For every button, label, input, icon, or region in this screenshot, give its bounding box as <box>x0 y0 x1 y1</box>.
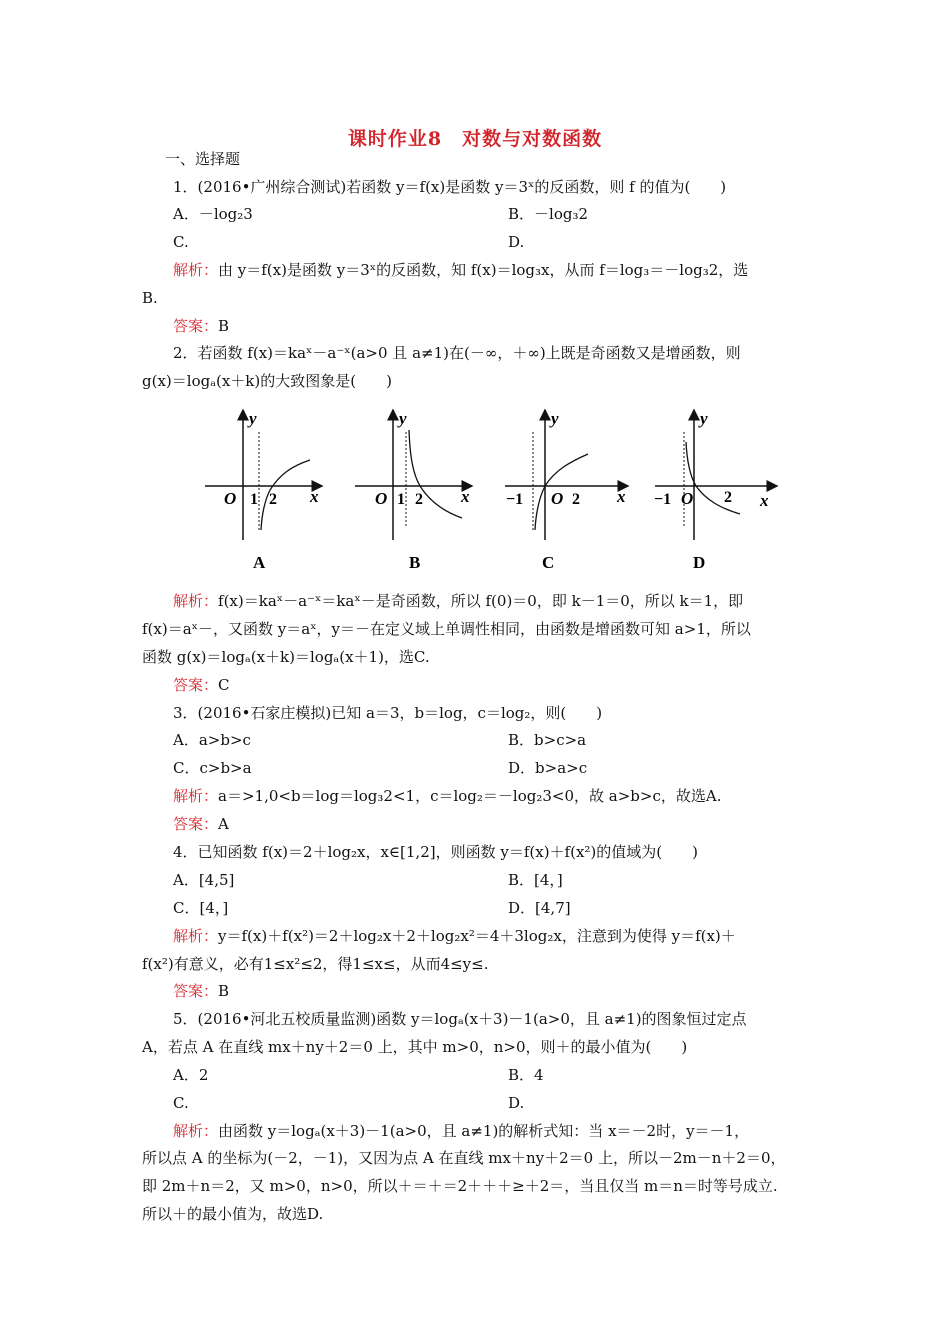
question-2-stem-cont: g(x)＝logₐ(x＋k)的大致图象是( ) <box>142 372 392 390</box>
graph-a-tick-1: 1 <box>250 491 258 508</box>
graph-b-tick-2: 2 <box>415 491 423 508</box>
graph-a-x-label: x <box>310 487 319 506</box>
graph-label-a: A <box>253 553 266 572</box>
graph-b-y-label: y <box>399 409 407 428</box>
question-4-option-b: B．[4，] <box>508 871 563 889</box>
question-5-option-d: D. <box>508 1094 525 1112</box>
analysis-label: 解析： <box>173 261 219 279</box>
analysis-text: 由函数 y＝logₐ(x＋3)－1(a>0，且 a≠1)的解析式知：当 x＝－2时，y＝－1， <box>218 1122 750 1140</box>
graph-a <box>205 409 322 572</box>
graph-c-tick-2: 2 <box>572 491 580 508</box>
graph-a-tick-2: 2 <box>269 491 277 508</box>
question-4-analysis-cont: f(x²)有意义，必有1≤x²≤2，得1≤x≤，从而4≤y≤. <box>142 955 489 973</box>
analysis-text: f(x)＝kaˣ－a⁻ˣ＝kaˣ－是奇函数，所以 f(0)＝0，即 k－1＝0，所以 k＝1，即 <box>218 592 744 610</box>
question-5-stem: 5．(2016•河北五校质量监测)函数 y＝logₐ(x＋3)－1(a>0，且 a≠1)的图象恒过定点 <box>173 1010 747 1028</box>
graph-d-tick-m1: −1 <box>654 491 672 508</box>
question-3-option-a: A．a>b>c <box>173 731 251 749</box>
graph-b-origin: O <box>375 489 388 508</box>
graph-c-origin: O <box>551 489 564 508</box>
question-1-option-c: C. <box>173 233 189 251</box>
graph-b-x-label: x <box>461 487 470 506</box>
answer-value: B <box>218 317 230 335</box>
question-3-analysis <box>173 785 843 807</box>
graph-d-y-label: y <box>700 409 708 428</box>
answer-value: A <box>218 815 229 833</box>
analysis-label: 解析： <box>173 592 219 610</box>
graph-label-d: D <box>693 553 706 572</box>
page-title: 课时作业8 对数与对数函数 <box>347 128 603 150</box>
question-1-option-b: B．－log₃2 <box>508 205 589 223</box>
question-5-analysis-cont-1: 所以点 A 的坐标为(－2，－1)，又因为点 A 在直线 mx＋ny＋2＝0 上，所以－2m－n＋2＝0， <box>142 1149 786 1167</box>
question-4-option-c: C．[4，] <box>173 899 229 917</box>
graph-d <box>654 409 777 572</box>
answer-value: C <box>218 676 230 694</box>
question-2-graphs <box>200 402 790 577</box>
graph-b-tick-1: 1 <box>397 491 405 508</box>
question-1-option-a: A．－log₂3 <box>173 205 253 223</box>
graph-b <box>355 409 472 572</box>
question-5-option-b: B．4 <box>508 1066 544 1084</box>
question-4-answer <box>173 980 843 1002</box>
analysis-text: y＝f(x)＋f(x²)＝2＋log₂x＋2＋log₂x²＝4＋3log₂x，注意到为使得 y＝f(x)＋ <box>218 927 736 945</box>
answer-label: 答案： <box>173 982 219 1000</box>
graph-d-tick-2: 2 <box>724 489 732 506</box>
question-3-stem: 3．(2016•石家庄模拟)已知 a＝3，b＝log，c＝log₂，则( ) <box>173 704 603 722</box>
question-4-stem: 4．已知函数 f(x)＝2＋log₂x，x∈[1,2]，则函数 y＝f(x)＋f(x²)的值域为( ) <box>173 843 698 861</box>
question-4-option-d: D．[4,7] <box>508 899 571 917</box>
analysis-text: a＝>1,0<b＝log＝log₃2<1，c＝log₂＝－log₂3<0，故 a>b>c，故选A. <box>218 787 722 805</box>
question-2-answer <box>173 674 843 696</box>
graph-c-y-label: y <box>551 409 559 428</box>
graph-c-tick-m1: −1 <box>506 491 524 508</box>
question-1-option-d: D. <box>508 233 525 251</box>
graph-c <box>505 409 628 572</box>
question-2-stem: 2．若函数 f(x)＝kaˣ－a⁻ˣ(a>0 且 a≠1)在(－∞，＋∞)上既是奇函数又是增函数，则 <box>173 344 741 362</box>
answer-label: 答案： <box>173 676 219 694</box>
question-5-analysis-cont-2: 即 2m＋n＝2，又 m>0，n>0，所以＋＝＋＝2＋＋＋≥＋2＝，当且仅当 m＝n＝时等号成立. <box>142 1177 778 1195</box>
question-5-option-a: A．2 <box>173 1066 209 1084</box>
question-3-option-c: C．c>b>a <box>173 759 252 777</box>
graph-c-x-label: x <box>617 487 626 506</box>
answer-label: 答案： <box>173 317 219 335</box>
question-1-answer <box>173 315 843 337</box>
analysis-label: 解析： <box>173 927 219 945</box>
question-2-analysis-cont-1: f(x)＝aˣ－，又函数 y＝aˣ，y＝－在定义域上单调性相同，由函数是增函数可知 a>1，所以 <box>142 620 751 638</box>
analysis-label: 解析： <box>173 1122 219 1140</box>
question-1-analysis <box>173 259 843 281</box>
question-3-option-b: B．b>c>a <box>508 731 587 749</box>
question-3-option-d: D．b>a>c <box>508 759 588 777</box>
section-heading: 一、选择题 <box>165 150 241 168</box>
graph-d-origin: O <box>681 489 694 508</box>
question-1-analysis-cont: B. <box>142 289 158 307</box>
graph-label-c: C <box>542 553 555 572</box>
question-5-option-c: C. <box>173 1094 189 1112</box>
question-4-option-a: A．[4,5] <box>173 871 235 889</box>
graph-a-origin: O <box>224 489 237 508</box>
question-5-stem-cont: A，若点 A 在直线 mx＋ny＋2＝0 上，其中 m>0，n>0，则＋的最小值为( ) <box>142 1038 688 1056</box>
question-3-answer <box>173 813 843 835</box>
question-4-analysis <box>173 925 843 947</box>
graph-d-x-label: x <box>760 491 769 510</box>
question-2-analysis <box>173 590 843 612</box>
question-5-analysis-cont-3: 所以＋的最小值为，故选D. <box>142 1205 324 1223</box>
question-1-stem: 1．(2016•广州综合测试)若函数 y＝f(x)是函数 y＝3ˣ的反函数，则 f 的值为( ) <box>173 178 727 196</box>
analysis-label: 解析： <box>173 787 219 805</box>
question-5-analysis <box>173 1120 843 1142</box>
graph-a-y-label: y <box>249 409 257 428</box>
answer-value: B <box>218 982 230 1000</box>
answer-label: 答案： <box>173 815 219 833</box>
graph-label-b: B <box>409 553 421 572</box>
analysis-text: 由 y＝f(x)是函数 y＝3ˣ的反函数，知 f(x)＝log₃x，从而 f＝log₃＝－log₃2，选 <box>218 261 749 279</box>
question-2-analysis-cont-2: 函数 g(x)＝logₐ(x＋k)＝logₐ(x＋1)，选C. <box>142 648 430 666</box>
